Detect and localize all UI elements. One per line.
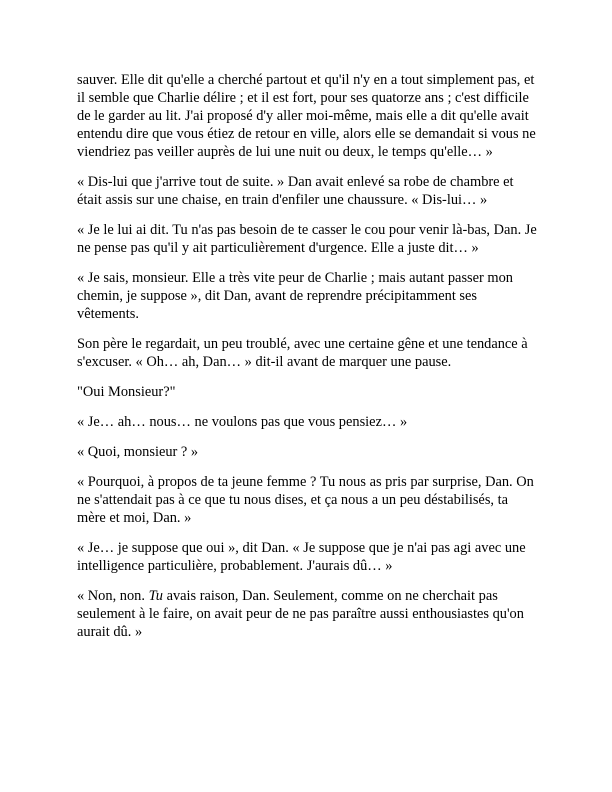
paragraph: « Je le lui ai dit. Tu n'as pas besoin de te casser le cou pour venir là-bas, Dan. Je ne pense pas qu'il y ait particulièrement d'urgence. Elle a juste dit… » (77, 222, 537, 256)
paragraph: « Dis-lui que j'arrive tout de suite. » Dan avait enlevé sa robe de chambre et était assis sur une chaise, en train d'enfiler une chaussure. « Dis-lui… » (77, 174, 514, 208)
paragraph: Son père le regardait, un peu troublé, avec une certaine gêne et une tendance à s'excuser. « Oh… ah, Dan… » dit-il avant de marquer une pause. (77, 336, 528, 370)
paragraph-last (77, 587, 539, 641)
paragraph-text-end: avais raison, Dan. Seulement, comme on ne cherchait pas seulement à le faire, on avait peur de ne pas paraître aussi enthousiastes qu'on aurait dû. » (77, 588, 524, 640)
paragraph: « Pourquoi, à propos de ta jeune femme ? Tu nous as pris par surprise, Dan. On ne s'attendait pas à ce que tu nous dises, et ça nous a un peu déstabilisés, ta mère et moi, Dan. » (77, 474, 534, 526)
italic-emphasis: Tu (148, 588, 163, 604)
paragraph: « Je… je suppose que oui », dit Dan. « Je suppose que je n'ai pas agi avec une intelligence particulière, probablement. J'aurais dû… » (77, 540, 526, 574)
paragraph: sauver. Elle dit qu'elle a cherché partout et qu'il n'y en a tout simplement pas, et il semble que Charlie délire ; et il est fort, pour ses quatorze ans ; c'est difficile de le garder au lit. J'ai proposé d'y aller moi-même, mais elle a dit qu'elle avait entendu dire que vous étiez de retour en ville, alors elle se demandait si vous ne viendriez pas veiller auprès de lui une nuit ou deux, le temps qu'elle… » (77, 72, 536, 160)
paragraph: "Oui Monsieur?" (77, 384, 176, 400)
body-text (77, 71, 539, 641)
paragraph: « Je… ah… nous… ne voulons pas que vous pensiez… » (77, 414, 408, 430)
paragraph: « Je sais, monsieur. Elle a très vite peur de Charlie ; mais autant passer mon chemin, je suppose », dit Dan, avant de reprendre précipitamment ses vêtements. (77, 270, 514, 322)
paragraph: « Quoi, monsieur ? » (77, 444, 199, 460)
paragraph-text-start: « Non, non. (77, 588, 149, 604)
